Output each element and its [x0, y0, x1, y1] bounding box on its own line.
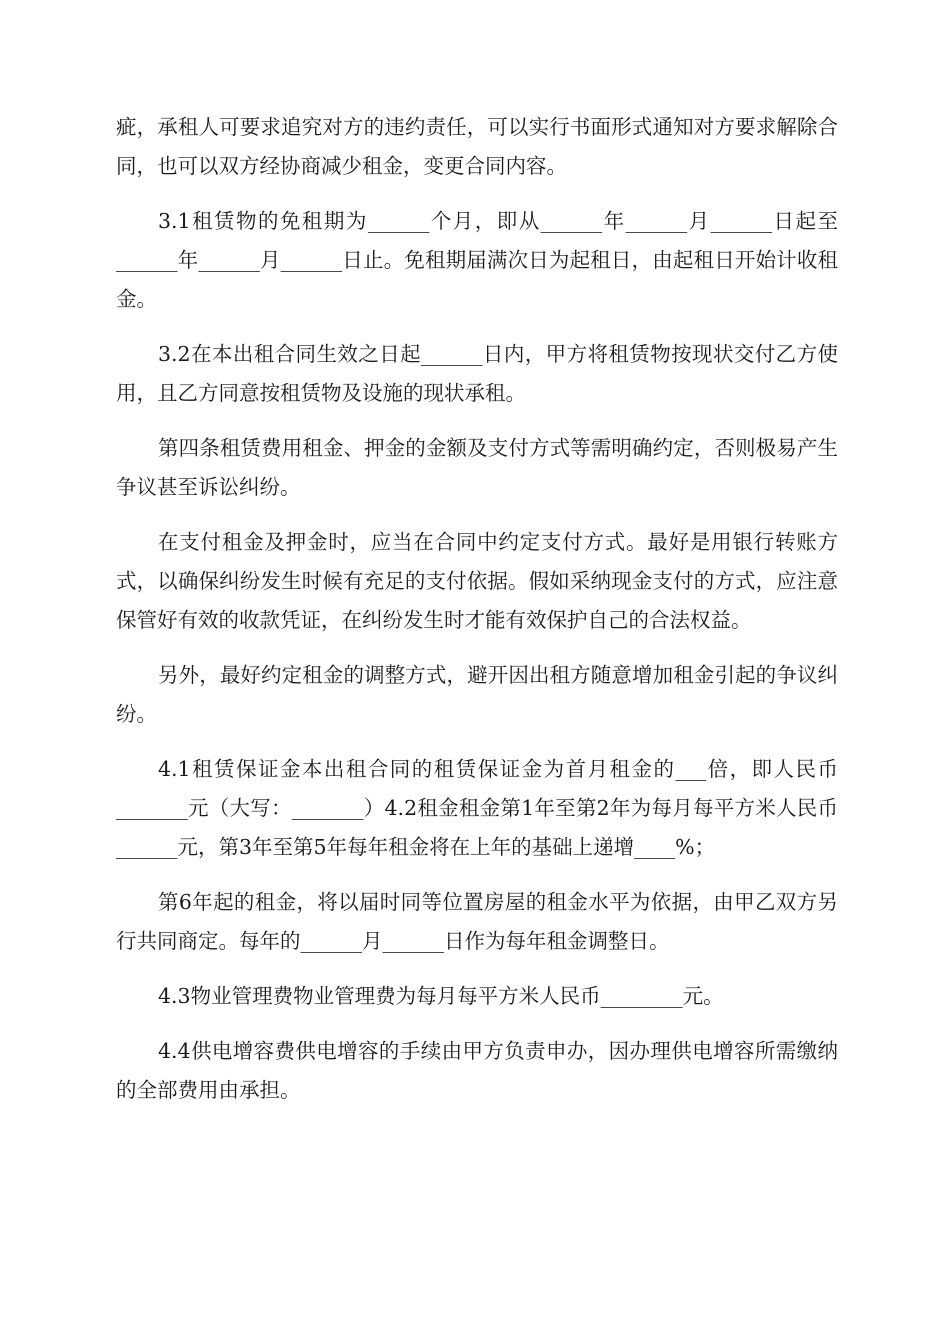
paragraph-delivery: 3.2在本出租合同生效之日起______日内，甲方将租赁物按现状交付乙方使用，且乙方同意按租赁物及设施的现状承租。 [116, 342, 838, 405]
paragraph-article-four: 第四条租赁费用租金、押金的金额及支付方式等需明确约定，否则极易产生争议甚至诉讼纠纷。 [116, 436, 838, 499]
paragraph-year-six-rent: 第6年起的租金，将以届时同等位置房屋的租金水平为依据，由甲乙双方另行共同商定。每年的______月______日作为每年租金调整日。 [116, 890, 838, 953]
paragraph-rent-free-period: 3.1租赁物的免租期为______个月，即从______年______月______日起至______年______月______日止。免租期届满次日为起租日，由起租日开始计收租金。 [116, 209, 838, 311]
paragraph-power-capacity-fee: 4.4供电增容费供电增容的手续由甲方负责申办，因办理供电增容所需缴纳的全部费用由承担。 [116, 1039, 838, 1102]
paragraph-payment-method: 在支付租金及押金时，应当在合同中约定支付方式。最好是用银行转账方式，以确保纠纷发生时候有充足的支付依据。假如采纳现金支付的方式，应注意保管好有效的收款凭证，在纠纷发生时才能有效保护自己的合法权益。 [116, 530, 838, 632]
paragraph-rent-adjustment: 另外，最好约定租金的调整方式，避开因出租方随意增加租金引起的争议纠纷。 [116, 663, 838, 726]
paragraph-deposit-and-rent: 4.1租赁保证金本出租合同的租赁保证金为首月租金的___倍，即人民币_______元（大写：_______）4.2租金租金第1年至第2年为每月每平方米人民币______元，第3年至第5年每年租金将在上年的基础上递增____%； [116, 757, 838, 859]
paragraph-continuation: 疵，承租人可要求追究对方的违约责任，可以实行书面形式通知对方要求解除合同，也可以双方经协商减少租金，变更合同内容。 [116, 115, 838, 178]
paragraph-property-fee: 4.3物业管理费物业管理费为每月每平方米人民币________元。 [158, 984, 724, 1008]
document-page [116, 108, 838, 1126]
